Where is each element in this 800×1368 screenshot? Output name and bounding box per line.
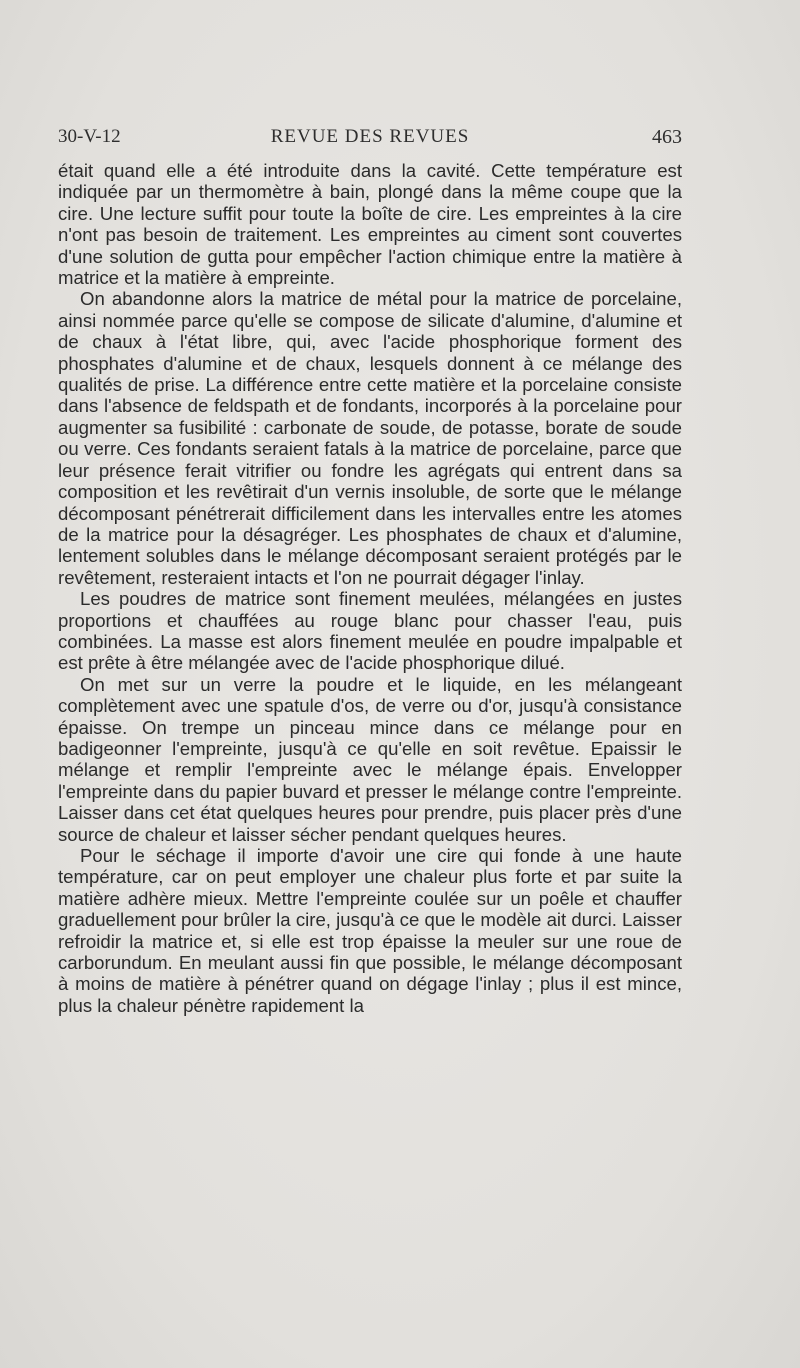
date-folio: 30-V-12	[58, 126, 121, 147]
journal-title: REVUE DES REVUES	[270, 126, 470, 147]
running-head	[58, 122, 682, 152]
article-body	[58, 160, 682, 1016]
paragraph-3: Les poudres de matrice sont finement meulées, mélangées en justes proportions et chauffées au rouge blanc pour chasser l'eau, puis combinées. La masse est alors finement meulée en poudre impalpable et est prête à être mélangée avec de l'acide phosphorique dilué.	[58, 588, 682, 674]
paragraph-2: On abandonne alors la matrice de métal pour la matrice de porcelaine, ainsi nommée parce qu'elle se compose de silicate d'alumine, d'alumine et de chaux à l'état libre, qui, avec l'acide phosphorique forment des phosphates d'alumine et de chaux, lesquels donnent à ce mélange des qualités de prise. La différence entre cette matière et la porcelaine consiste dans l'absence de feldspath et de fondants, incorporés à la porcelaine pour augmenter sa fusibilité : carbonate de soude, de potasse, borate de soude ou verre. Ces fondants seraient fatals à la matrice de porcelaine, parce que leur présence ferait vitrifier ou fondre les agrégats qui entrent dans sa composition et les revêtirait d'un vernis insoluble, de sorte que le mélange décomposant pénétrerait difficilement dans les intervalles entre les atomes de la matrice pour la désagréger. Les phosphates de chaux et d'alumine, lentement solubles dans le mélange décomposant seraient protégés par le revêtement, resteraient intacts et l'on ne pourrait dégager l'inlay.	[58, 288, 682, 588]
paragraph-5: Pour le séchage il importe d'avoir une cire qui fonde à une haute température, car on peut employer une chaleur plus forte et par suite la matière adhère mieux. Mettre l'empreinte coulée sur un poêle et chauffer graduellement pour brûler la cire, jusqu'à ce que le modèle ait durci. Laisser refroidir la matrice et, si elle est trop épaisse la meuler sur une roue de carborundum. En meulant aussi fin que possible, le mélange décomposant à moins de matière à pénétrer quand on dégage l'inlay ; plus il est mince, plus la chaleur pénètre rapidement la	[58, 845, 682, 1016]
page-number: 463	[652, 126, 682, 148]
paragraph-1: était quand elle a été introduite dans la cavité. Cette température est indiquée par un thermomètre à bain, plongé dans la même coupe que la cire. Une lecture suffit pour toute la boîte de cire. Les empreintes à la cire n'ont pas besoin de traitement. Les empreintes au ciment sont couvertes d'une solution de gutta pour empêcher l'action chimique entre la matière à matrice et la matière à empreinte.	[58, 160, 682, 289]
paragraph-4: On met sur un verre la poudre et le liquide, en les mélangeant complètement avec une spatule d'os, de verre ou d'or, jusqu'à consistance épaisse. On trempe un pinceau mince dans ce mélange pour en badigeonner l'empreinte, jusqu'à ce qu'elle en soit revêtue. Epaissir le mélange et remplir l'empreinte avec le mélange épais. Envelopper l'empreinte dans du papier buvard et presser le mélange contre l'empreinte. Laisser dans cet état quelques heures pour prendre, puis placer près d'une source de chaleur et laisser sécher pendant quelques heures.	[58, 673, 682, 845]
